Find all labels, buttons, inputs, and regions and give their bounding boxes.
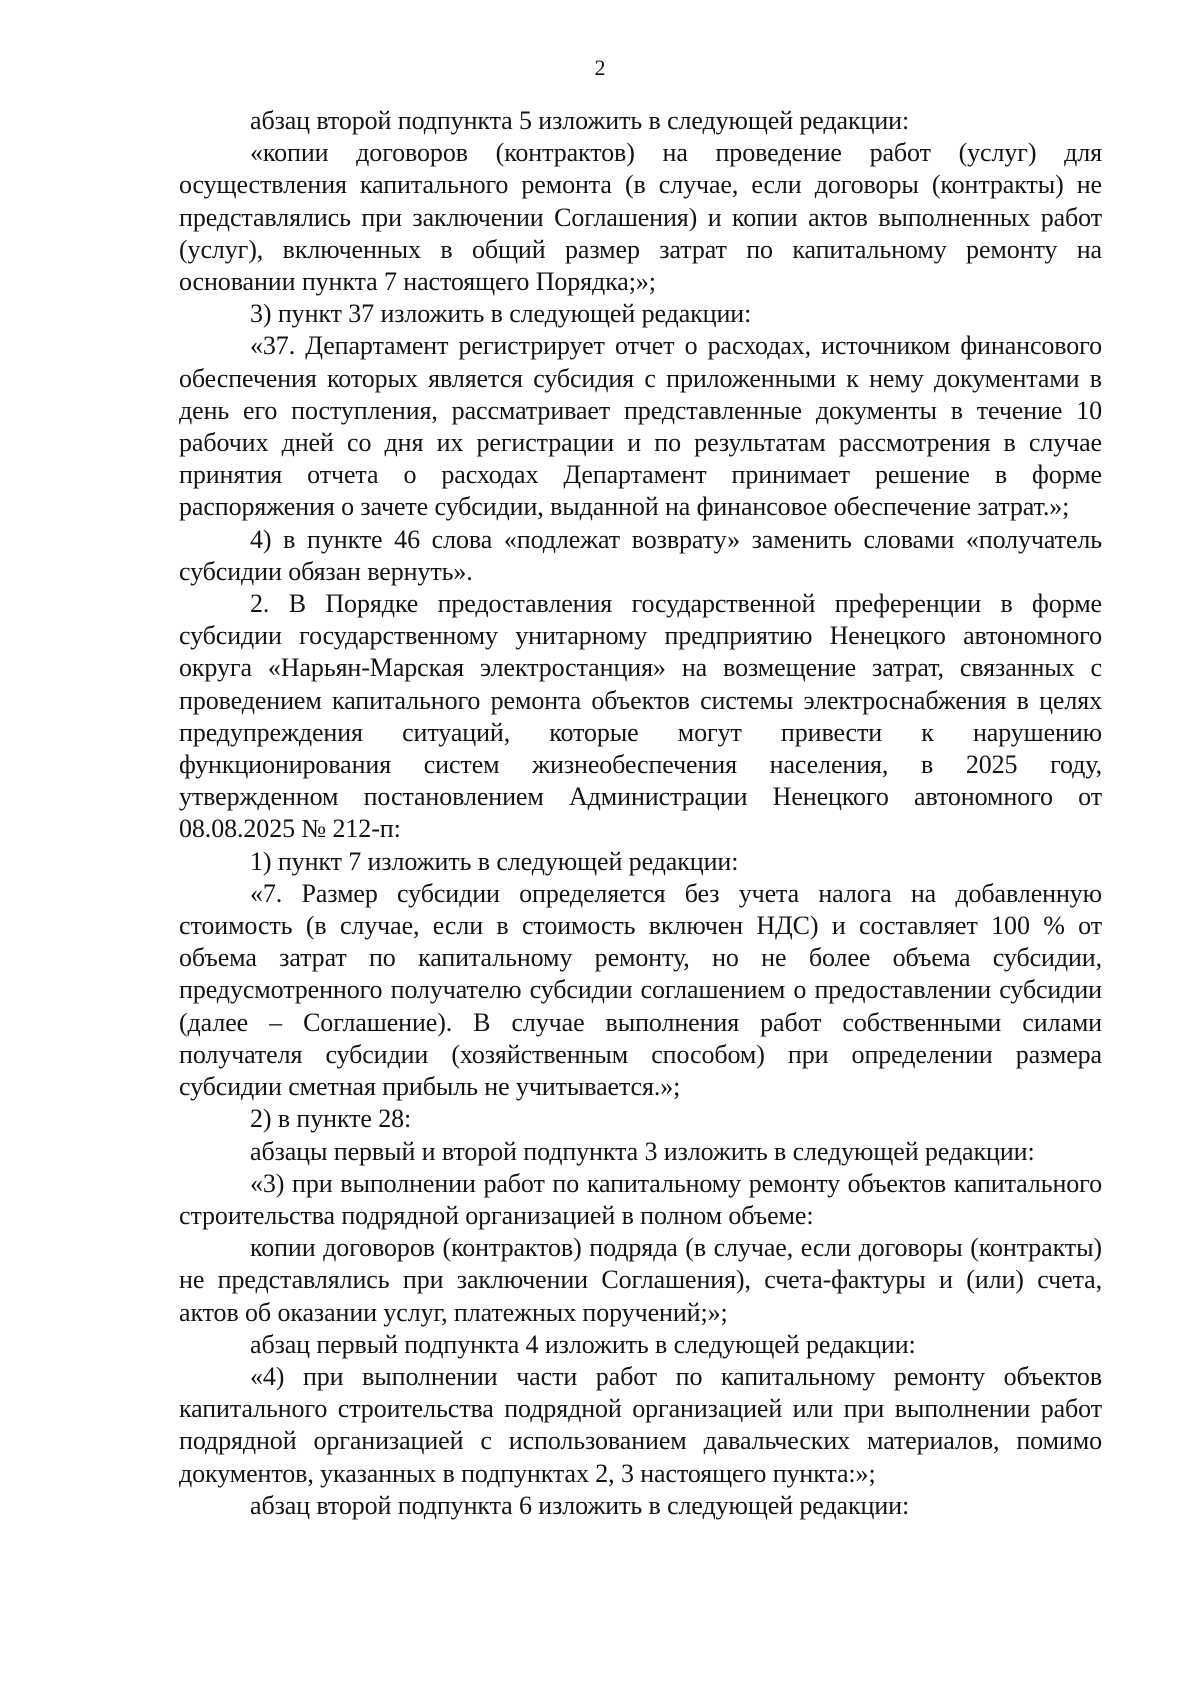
paragraph: абзац второй подпункта 5 изложить в следующей редакции: [250,106,910,135]
paragraph: 2) в пункте 28: [250,1104,412,1134]
paragraph: 2. В Порядке предоставления государственной преференции в форме субсидии государственному унитарному предприятию Ненецкого автономного округа «Нарьян-Марская электростанция» на возмещение затрат, связанных с проведением капитального ремонта объектов системы электроснабжения в целях предупреждения ситуаций, которые могут привести к нарушению функционирования систем жизнеобеспечения населения, в 2025 году, утвержденном постановлением Администрации Ненецкого автономного от 08.08.2025 № 212-п: [179,589,1102,844]
paragraph: 4) в пункте 46 слова «подлежат возврату» заменить словами «получатель субсидии обязан вернуть». [179,524,1102,586]
paragraph: 3) пункт 37 изложить в следующей редакции: [250,299,752,329]
paragraph: 1) пункт 7 изложить в следующей редакции: [250,846,739,876]
paragraph: абзац первый подпункта 4 изложить в следующей редакции: [250,1329,916,1359]
paragraph: «3) при выполнении работ по капитальному ремонту объектов капитального строительства подрядной организацией в полном объеме: [179,1168,1102,1230]
paragraph: абзац второй подпункта 6 изложить в следующей редакции: [250,1490,910,1520]
paragraph: абзацы первый и второй подпункта 3 изложить в следующей редакции: [250,1136,1035,1166]
page-number: 2 [594,55,606,80]
paragraph: «копии договоров (контрактов) на проведение работ (услуг) для осуществления капитального ремонта (в случае, если договоры (контракты) не представлялись при заключении Соглашения) и копии актов выполненных работ (услуг), включенных в общий размер затрат по капитальному ремонту на основании пункта 7 настоящего Порядка;»; [179,138,1102,297]
paragraph: «4) при выполнении части работ по капитальному ремонту объектов капитального строительства подрядной организацией или при выполнении работ подрядной организацией с использованием давальческих материалов, помимо документов, указанных в подпунктах 2, 3 настоящего пункта:»; [179,1361,1102,1488]
paragraph: «37. Департамент регистрирует отчет о расходах, источником финансового обеспечения которых является субсидия с приложенными к нему документами в день его поступления, рассматривает представленные документы в течение 10 рабочих дней со дня их регистрации и по результатам рассмотрения в случае принятия отчета о расходах Департамент принимает решение в форме распоряжения о зачете субсидии, выданной на финансовое обеспечение затрат.»; [179,331,1102,522]
document-body [179,105,1102,1522]
paragraph: копии договоров (контрактов) подряда (в случае, если договоры (контракты) не представлялись при заключении Соглашения), счета-фактуры и (или) счета, актов об оказании услуг, платежных поручений;»; [179,1233,1102,1327]
paragraph: «7. Размер субсидии определяется без учета налога на добавленную стоимость (в случае, если в стоимость включен НДС) и составляет 100 % от объема затрат по капитальному ремонту, но не более объема субсидии, предусмотренного получателю субсидии соглашением о предоставлении субсидии (далее – Соглашение). В случае выполнения работ собственными силами получателя субсидии (хозяйственным способом) при определении размера субсидии сметная прибыль не учитывается.»; [179,878,1102,1102]
